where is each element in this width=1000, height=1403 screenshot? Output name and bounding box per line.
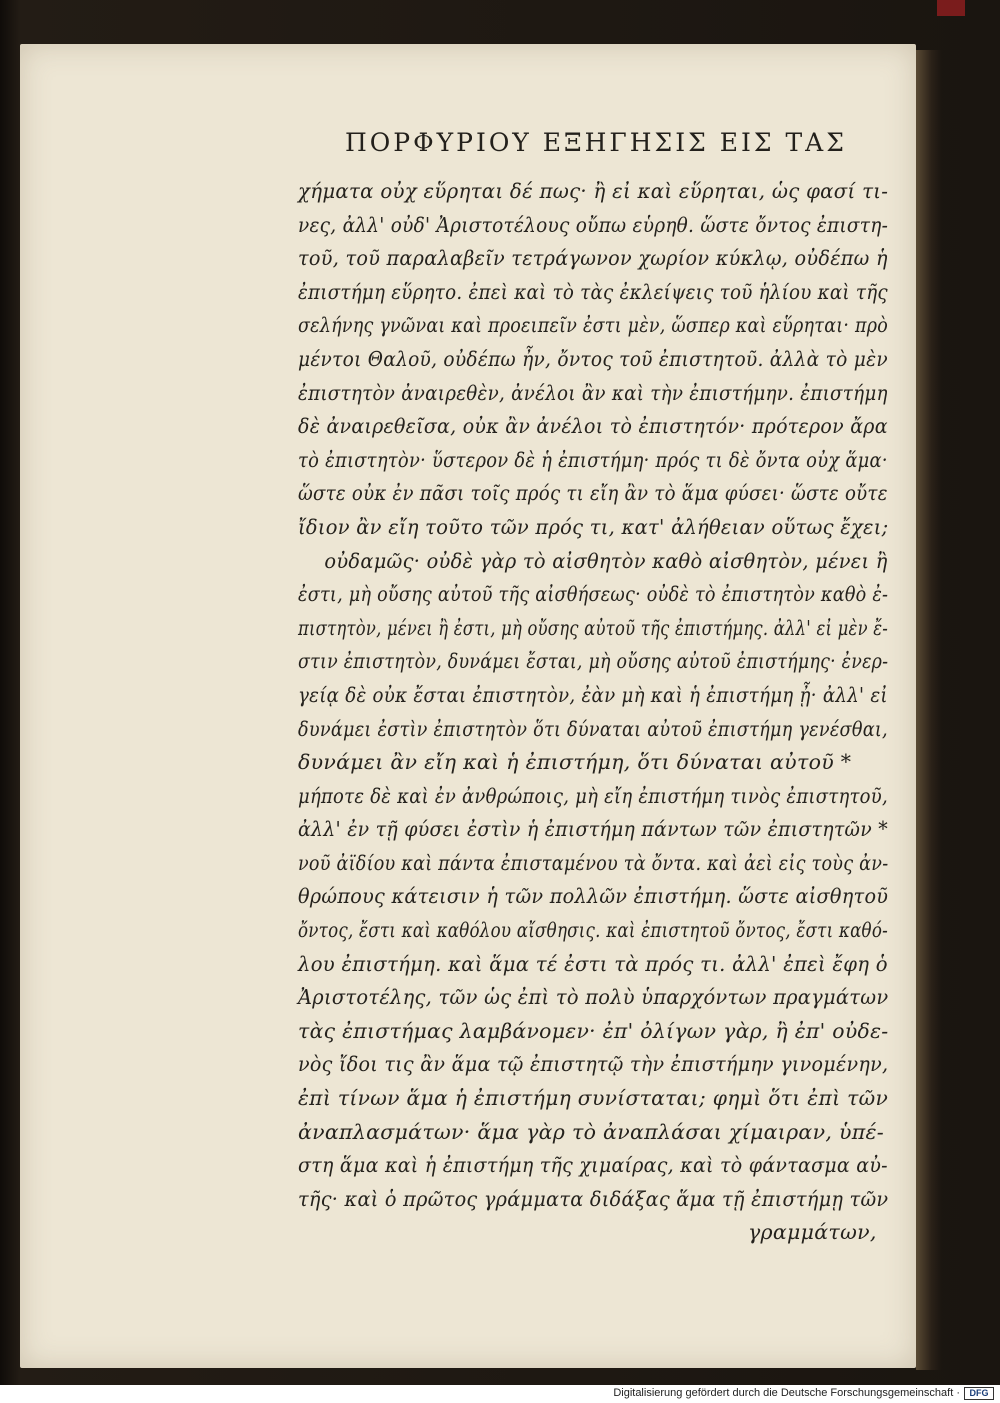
greek-text-block [298,175,888,1250]
text-line: ἴδιον ἂν εἴη τοῦτο τῶν πρός τι, κατ' ἀλήθειαν οὕτως ἔχει; [298,514,889,539]
text-line: ἐπὶ τίνων ἅμα ἡ ἐπιστήμη συνίσταται; φημὶ ὅτι ἐπὶ τῶν [298,1086,889,1111]
text-line: γείᾳ δὲ οὐκ ἔσται ἐπιστητὸν, ἐὰν μὴ καὶ ἡ ἐπιστήμη ᾖ· ἀλλ' εἰ [298,682,888,707]
text-line: ἀλλ' ἐν τῇ φύσει ἐστὶν ἡ ἐπιστήμη πάντων τῶν ἐπιστητῶν * [298,817,888,842]
text-line: θρώπους κάτεισιν ἡ τῶν πολλῶν ἐπιστήμη. ὥστε αἰσθητοῦ [298,884,889,909]
digitization-footer [0,1385,1000,1403]
text-line: χήματα οὐχ εὕρηται δέ πως· ἢ εἰ καὶ εὕρηται, ὡς φασί τι- [298,179,889,203]
text-line: ἐπιστήμη εὕρητο. ἐπεὶ καὶ τὸ τὰς ἐκλείψεις τοῦ ἡλίου καὶ τῆς [298,279,888,304]
text-line: ὥστε οὐκ ἐν πᾶσι τοῖς πρός τι εἴη ἂν τὸ ἅμα φύσει· ὥστε οὔτε [298,481,888,506]
text-line: σελήνης γνῶναι καὶ προειπεῖν ἐστι μὲν, ὥσπερ καὶ εὕρηται· πρὸ [298,313,889,338]
text-line: Ἀριστοτέλης, τῶν ὡς ἐπὶ τὸ πολὺ ὑπαρχόντων πραγμάτων [298,985,889,1010]
text-line: στιν ἐπιστητὸν, δυνάμει ἔσται, μὴ οὔσης αὐτοῦ ἐπιστήμης· ἐνερ- [298,649,889,674]
text-line: γραμμάτων, [748,1220,877,1245]
page-edge [916,50,942,1370]
bookmark-ribbon [937,0,965,16]
text-line: μέντοι Θαλοῦ, οὐδέπω ἦν, ὄντος τοῦ ἐπιστητοῦ. ἀλλὰ τὸ μὲν [298,346,888,371]
text-line: νες, ἀλλ' οὐδ' Ἀριστοτέλους οὔπω εὑρηθ. ὥστε ὄντος ἐπιστη- [298,212,889,237]
text-line: τῆς· καὶ ὁ πρῶτος γράμματα διδάξας ἅμα τῇ ἐπιστήμῃ τῶν [298,1186,889,1211]
text-line: μήποτε δὲ καὶ ἐν ἀνθρώποις, μὴ εἴη ἐπιστήμη τινὸς ἐπιστητοῦ, [298,783,888,808]
text-line: νοῦ ἀϊδίου καὶ πάντα ἐπισταμένου τὰ ὄντα. καὶ ἀεὶ εἰς τοὺς ἀν- [298,850,889,875]
footer-credit: Digitalisierung gefördert durch die Deutsche Forschungsgemeinschaft · [613,1387,960,1399]
text-line: ἀναπλασμάτων· ἅμα γὰρ τὸ ἀναπλάσαι χίμαιραν, ὑπέ- [298,1119,885,1144]
text-line: δὲ ἀναιρεθεῖσα, οὐκ ἂν ἀνέλοι τὸ ἐπιστητόν· πρότερον ἄρα [298,414,888,439]
running-head: ΠΟΡΦΥΡΙΟΥ ΕΞΗΓΗΣΙΣ ΕΙΣ ΤΑΣ [345,128,847,157]
text-line: τὸ ἐπιστητὸν· ὕστερον δὲ ἡ ἐπιστήμη· πρός τι δὲ ὄντα οὐχ ἅμα· [298,447,888,472]
text-line: λου ἐπιστήμη. καὶ ἅμα τέ ἐστι τὰ πρός τι. ἀλλ' ἐπεὶ ἔφη ὁ [298,951,888,976]
dfg-logo: DFG [964,1387,994,1400]
text-line: τοῦ, τοῦ παραλαβεῖν τετράγωνον χωρίον κύκλῳ, οὐδέπω ἡ [298,246,888,271]
text-line: νὸς ἴδοι τις ἂν ἅμα τῷ ἐπιστητῷ τὴν ἐπιστήμην γινομένην, [298,1052,889,1077]
text-line: δυνάμει ἐστὶν ἐπιστητὸν ὅτι δύναται αὐτοῦ ἐπιστήμη γενέσθαι, [298,716,888,741]
text-line: πιστητὸν, μένει ἢ ἐστι, μὴ οὔσης αὐτοῦ τῆς ἐπιστήμης. ἀλλ' εἰ μὲν ἔ- [298,615,889,640]
text-line: στη ἅμα καὶ ἡ ἐπιστήμη τῆς χιμαίρας, καὶ τὸ φάντασμα αὐ- [298,1153,888,1178]
text-line: οὐδαμῶς· οὐδὲ γὰρ τὸ αἰσθητὸν καθὸ αἰσθητὸν, μένει ἢ [324,548,888,573]
text-line: ἐστι, μὴ οὔσης αὐτοῦ τῆς αἰσθήσεως· οὐδὲ τὸ ἐπιστητὸν καθὸ ἐ- [298,582,889,607]
text-line: δυνάμει ἂν εἴη καὶ ἡ ἐπιστήμη, ὅτι δύναται αὐτοῦ * [298,750,852,775]
text-line: ὄντος, ἔστι καὶ καθόλου αἴσθησις. καὶ ἐπιστητοῦ ὄντος, ἔστι καθό- [298,918,888,943]
text-line: τὰς ἐπιστήμας λαμβάνομεν· ἐπ' ὀλίγων γὰρ, ἢ ἐπ' οὐδε- [298,1018,889,1043]
text-line: ἐπιστητὸν ἀναιρεθὲν, ἀνέλοι ἂν καὶ τὴν ἐπιστήμην. ἐπιστήμη [298,380,888,405]
